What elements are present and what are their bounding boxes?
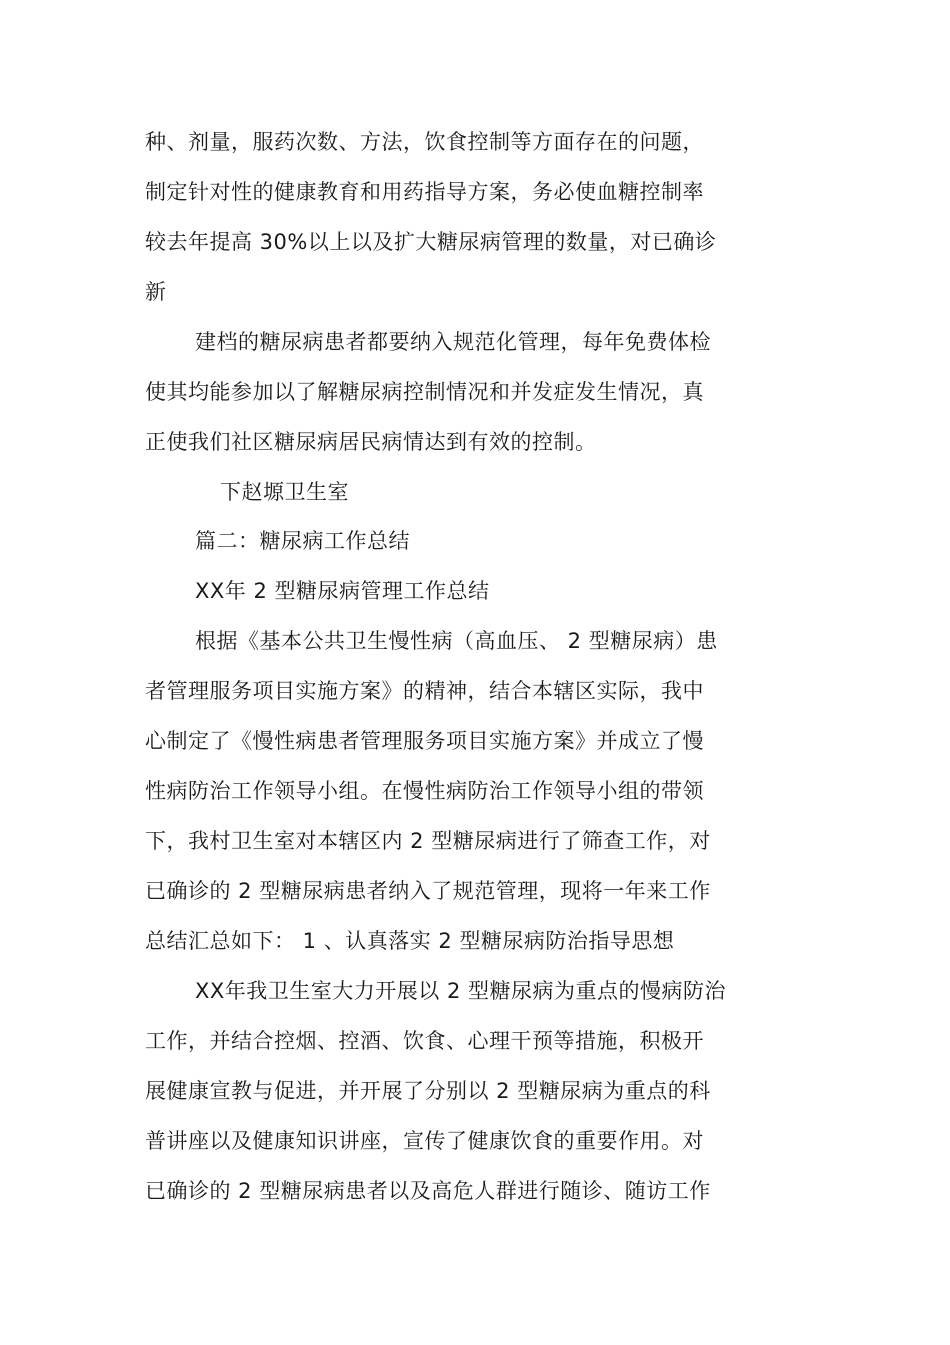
text-line: 建档的糖尿病患者都要纳入规范化管理，每年免费体检	[195, 330, 711, 354]
text-line: 心制定了《慢性病患者管理服务项目实施方案》并成立了慢	[145, 729, 704, 753]
text-line: 已确诊的 2 型糖尿病患者以及高危人群进行随诊、随访工作	[145, 1179, 711, 1203]
text-line: 已确诊的 2 型糖尿病患者纳入了规范管理，现将一年来工作	[145, 879, 711, 903]
text-line: 工作，并结合控烟、控酒、饮食、心理干预等措施，积极开	[145, 1029, 704, 1053]
section-heading: 篇二：糖尿病工作总结	[195, 529, 410, 553]
text-line: 较去年提高 30%以上以及扩大糖尿病管理的数量，对已确诊	[145, 230, 717, 254]
text-line: 下，我村卫生室对本辖区内 2 型糖尿病进行了筛查工作，对	[145, 829, 711, 853]
text-line: 总结汇总如下： 1 、认真落实 2 型糖尿病防治指导思想	[145, 929, 675, 953]
text-line: 正使我们社区糖尿病居民病情达到有效的控制。	[145, 430, 597, 454]
signature-line: 下赵塬卫生室	[220, 480, 349, 504]
document-title: XX年 2 型糖尿病管理工作总结	[195, 579, 490, 603]
text-line: 使其均能参加以了解糖尿病控制情况和并发症发生情况，真	[145, 380, 704, 404]
text-line: 普讲座以及健康知识讲座，宣传了健康饮食的重要作用。对	[145, 1129, 704, 1153]
text-line: 性病防治工作领导小组。在慢性病防治工作领导小组的带领	[145, 779, 704, 803]
text-line: 制定针对性的健康教育和用药指导方案，务必使血糖控制率	[145, 180, 704, 204]
text-line: 种、剂量，服药次数、方法，饮食控制等方面存在的问题，	[145, 130, 704, 154]
text-line: 根据《基本公共卫生慢性病（高血压、 2 型糖尿病）患	[195, 629, 718, 653]
text-line: 者管理服务项目实施方案》的精神，结合本辖区实际，我中	[145, 679, 704, 703]
text-line: XX年我卫生室大力开展以 2 型糖尿病为重点的慢病防治	[195, 979, 726, 1003]
text-line: 新	[145, 280, 167, 304]
text-line: 展健康宣教与促进，并开展了分别以 2 型糖尿病为重点的科	[145, 1079, 711, 1103]
